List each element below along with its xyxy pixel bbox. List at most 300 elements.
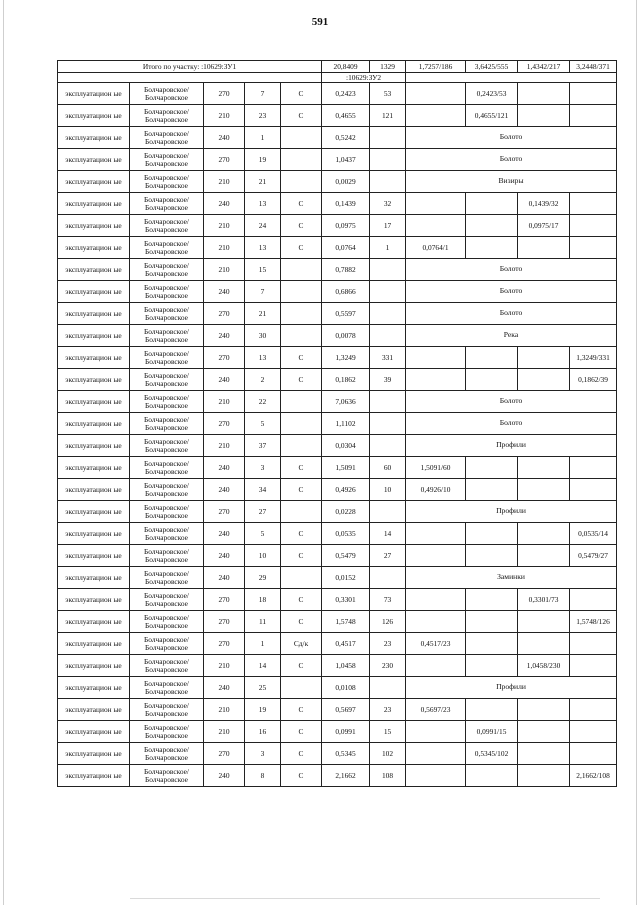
cell-purpose: эксплуатацион ые xyxy=(58,545,130,567)
cell-mark: С xyxy=(281,369,322,391)
cell-a: 210 xyxy=(204,391,245,413)
cell-owner: Болчаровское/ Болчаровское xyxy=(130,743,204,765)
cell-a: 240 xyxy=(204,281,245,303)
cell-owner: Болчаровское/ Болчаровское xyxy=(130,149,204,171)
cell-purpose: эксплуатацион ые xyxy=(58,325,130,347)
cell-mark: С xyxy=(281,765,322,787)
cell-owner: Болчаровское/ Болчаровское xyxy=(130,325,204,347)
table-row xyxy=(58,105,617,127)
cell-mark: Сд/к xyxy=(281,633,322,655)
cell-col-1 xyxy=(406,347,466,369)
cell-col-1: 0,4926/10 xyxy=(406,479,466,501)
summary-label: Итого по участку: :10629:ЗУ1 xyxy=(58,61,322,73)
cell-purpose: эксплуатацион ые xyxy=(58,523,130,545)
cell-col-3: 0,1439/32 xyxy=(518,193,570,215)
cell-area: 0,1439 xyxy=(322,193,370,215)
cell-area: 0,0108 xyxy=(322,677,370,699)
cell-col-1 xyxy=(406,523,466,545)
cell-col-4 xyxy=(570,633,617,655)
table-row xyxy=(58,523,617,545)
table-row xyxy=(58,457,617,479)
cell-score: 126 xyxy=(370,611,406,633)
cell-area: 7,0636 xyxy=(322,391,370,413)
cell-area: 0,5479 xyxy=(322,545,370,567)
cell-note: Профили xyxy=(406,677,617,699)
cell-score: 121 xyxy=(370,105,406,127)
cell-a: 270 xyxy=(204,303,245,325)
cell-a: 210 xyxy=(204,215,245,237)
cell-col-2 xyxy=(466,369,518,391)
cell-score: 23 xyxy=(370,699,406,721)
cell-col-3 xyxy=(518,479,570,501)
cell-a: 210 xyxy=(204,259,245,281)
cell-note: Болото xyxy=(406,413,617,435)
cell-score: 27 xyxy=(370,545,406,567)
table-row xyxy=(58,193,617,215)
table-row xyxy=(58,259,617,281)
cell-col-4 xyxy=(570,479,617,501)
cell-col-2: 0,4655/121 xyxy=(466,105,518,127)
cell-a: 270 xyxy=(204,589,245,611)
cell-purpose: эксплуатацион ые xyxy=(58,589,130,611)
cell-note: Река xyxy=(406,325,617,347)
scan-edge-left xyxy=(3,0,4,905)
cell-mark: С xyxy=(281,611,322,633)
cell-b: 10 xyxy=(245,545,281,567)
cell-col-1 xyxy=(406,369,466,391)
cell-b: 3 xyxy=(245,743,281,765)
cell-col-4: 1,5748/126 xyxy=(570,611,617,633)
cell-col-3 xyxy=(518,721,570,743)
cell-col-2 xyxy=(466,699,518,721)
cell-score: 14 xyxy=(370,523,406,545)
cell-area: 0,0535 xyxy=(322,523,370,545)
cell-col-3 xyxy=(518,105,570,127)
cell-area: 1,5091 xyxy=(322,457,370,479)
cell-purpose: эксплуатацион ые xyxy=(58,501,130,523)
cell-col-2 xyxy=(466,611,518,633)
cell-b: 11 xyxy=(245,611,281,633)
cell-mark: С xyxy=(281,655,322,677)
cell-a: 240 xyxy=(204,127,245,149)
cell-purpose: эксплуатацион ые xyxy=(58,127,130,149)
cell-a: 210 xyxy=(204,721,245,743)
cell-col-2: 0,5345/102 xyxy=(466,743,518,765)
cell-a: 210 xyxy=(204,237,245,259)
cell-owner: Болчаровское/ Болчаровское xyxy=(130,237,204,259)
cell-score: 23 xyxy=(370,633,406,655)
cell-purpose: эксплуатацион ые xyxy=(58,435,130,457)
cell-purpose: эксплуатацион ые xyxy=(58,567,130,589)
cell-mark xyxy=(281,171,322,193)
cell-purpose: эксплуатацион ые xyxy=(58,83,130,105)
cell-owner: Болчаровское/ Болчаровское xyxy=(130,589,204,611)
cell-a: 240 xyxy=(204,457,245,479)
cell-mark xyxy=(281,413,322,435)
table-row xyxy=(58,743,617,765)
cell-col-4: 0,1862/39 xyxy=(570,369,617,391)
page-number: 591 xyxy=(311,16,329,28)
table-row xyxy=(58,765,617,787)
cell-owner: Болчаровское/ Болчаровское xyxy=(130,479,204,501)
cell-col-2 xyxy=(466,347,518,369)
scan-edge-right xyxy=(636,0,637,905)
cell-purpose: эксплуатацион ые xyxy=(58,633,130,655)
cell-col-3 xyxy=(518,369,570,391)
table-row xyxy=(58,237,617,259)
section-code: :10629:ЗУ2 xyxy=(322,73,406,83)
cell-a: 240 xyxy=(204,545,245,567)
cell-purpose: эксплуатацион ые xyxy=(58,215,130,237)
cell-area: 0,0078 xyxy=(322,325,370,347)
cell-a: 270 xyxy=(204,149,245,171)
cell-col-2 xyxy=(466,633,518,655)
cell-owner: Болчаровское/ Болчаровское xyxy=(130,127,204,149)
table-row xyxy=(58,325,617,347)
cell-col-1 xyxy=(406,721,466,743)
cell-col-3 xyxy=(518,545,570,567)
cell-score xyxy=(370,391,406,413)
cell-col-1: 0,5697/23 xyxy=(406,699,466,721)
cell-b: 7 xyxy=(245,281,281,303)
cell-area: 1,5748 xyxy=(322,611,370,633)
cell-a: 270 xyxy=(204,413,245,435)
cell-owner: Болчаровское/ Болчаровское xyxy=(130,545,204,567)
cell-a: 210 xyxy=(204,171,245,193)
cell-owner: Болчаровское/ Болчаровское xyxy=(130,215,204,237)
cell-a: 240 xyxy=(204,479,245,501)
cell-score: 53 xyxy=(370,83,406,105)
cell-owner: Болчаровское/ Болчаровское xyxy=(130,435,204,457)
cell-col-1 xyxy=(406,105,466,127)
cell-mark: С xyxy=(281,83,322,105)
table-row xyxy=(58,655,617,677)
cell-area: 0,5345 xyxy=(322,743,370,765)
cell-area: 0,0764 xyxy=(322,237,370,259)
cell-purpose: эксплуатацион ые xyxy=(58,677,130,699)
cell-b: 8 xyxy=(245,765,281,787)
cell-col-1 xyxy=(406,545,466,567)
cell-col-4: 0,0535/14 xyxy=(570,523,617,545)
cell-a: 270 xyxy=(204,83,245,105)
cell-col-3 xyxy=(518,523,570,545)
table-row xyxy=(58,435,617,457)
cell-col-1: 0,4517/23 xyxy=(406,633,466,655)
summary-col-3: 1,4342/217 xyxy=(518,61,570,73)
cell-a: 240 xyxy=(204,765,245,787)
cell-area: 0,4517 xyxy=(322,633,370,655)
table-row xyxy=(58,281,617,303)
cell-col-4 xyxy=(570,105,617,127)
cell-score: 108 xyxy=(370,765,406,787)
summary-col-1: 1,7257/186 xyxy=(406,61,466,73)
cell-purpose: эксплуатацион ые xyxy=(58,699,130,721)
cell-score xyxy=(370,259,406,281)
cell-score xyxy=(370,127,406,149)
cell-b: 1 xyxy=(245,127,281,149)
cell-purpose: эксплуатацион ые xyxy=(58,391,130,413)
cell-col-4 xyxy=(570,743,617,765)
cell-area: 0,0228 xyxy=(322,501,370,523)
cell-purpose: эксплуатацион ые xyxy=(58,413,130,435)
cell-mark: С xyxy=(281,479,322,501)
cell-mark: С xyxy=(281,721,322,743)
cell-a: 210 xyxy=(204,699,245,721)
summary-area: 20,8409 xyxy=(322,61,370,73)
cell-area: 0,0304 xyxy=(322,435,370,457)
cell-col-3 xyxy=(518,457,570,479)
cell-mark: С xyxy=(281,523,322,545)
cell-purpose: эксплуатацион ые xyxy=(58,149,130,171)
cell-note: Болото xyxy=(406,391,617,413)
cell-owner: Болчаровское/ Болчаровское xyxy=(130,721,204,743)
cell-col-3 xyxy=(518,699,570,721)
cell-b: 13 xyxy=(245,347,281,369)
cell-purpose: эксплуатацион ые xyxy=(58,655,130,677)
cell-col-3: 0,0975/17 xyxy=(518,215,570,237)
cell-note: Болото xyxy=(406,303,617,325)
cell-mark: С xyxy=(281,105,322,127)
cell-col-3 xyxy=(518,83,570,105)
cell-mark xyxy=(281,567,322,589)
cell-col-2 xyxy=(466,479,518,501)
cell-mark xyxy=(281,281,322,303)
cell-mark xyxy=(281,435,322,457)
cell-col-4: 2,1662/108 xyxy=(570,765,617,787)
cell-purpose: эксплуатацион ые xyxy=(58,347,130,369)
cell-area: 0,3301 xyxy=(322,589,370,611)
cell-col-2 xyxy=(466,457,518,479)
cell-col-4 xyxy=(570,215,617,237)
cell-b: 1 xyxy=(245,633,281,655)
cell-a: 240 xyxy=(204,677,245,699)
cell-col-4 xyxy=(570,655,617,677)
cell-note: Болото xyxy=(406,149,617,171)
cell-note: Профили xyxy=(406,435,617,457)
cell-note: Болото xyxy=(406,127,617,149)
table-row xyxy=(58,721,617,743)
scan-bottom-artifact xyxy=(130,898,600,899)
table-row xyxy=(58,589,617,611)
cell-mark: С xyxy=(281,545,322,567)
cell-area: 0,4655 xyxy=(322,105,370,127)
cell-score: 10 xyxy=(370,479,406,501)
cell-col-1 xyxy=(406,589,466,611)
cell-score xyxy=(370,501,406,523)
cell-note: Болото xyxy=(406,259,617,281)
cell-b: 5 xyxy=(245,413,281,435)
cell-purpose: эксплуатацион ые xyxy=(58,369,130,391)
cell-score: 230 xyxy=(370,655,406,677)
cell-score: 73 xyxy=(370,589,406,611)
table-row xyxy=(58,83,617,105)
cell-mark: С xyxy=(281,347,322,369)
cell-purpose: эксплуатацион ые xyxy=(58,193,130,215)
cell-mark: С xyxy=(281,215,322,237)
cell-mark xyxy=(281,259,322,281)
cell-b: 3 xyxy=(245,457,281,479)
cell-area: 0,0152 xyxy=(322,567,370,589)
cell-score: 39 xyxy=(370,369,406,391)
cell-note: Визиры xyxy=(406,171,617,193)
cell-col-3 xyxy=(518,633,570,655)
cell-a: 210 xyxy=(204,435,245,457)
cell-purpose: эксплуатацион ые xyxy=(58,281,130,303)
cell-a: 270 xyxy=(204,611,245,633)
cell-mark xyxy=(281,303,322,325)
cell-b: 21 xyxy=(245,171,281,193)
cell-area: 0,4926 xyxy=(322,479,370,501)
cell-purpose: эксплуатацион ые xyxy=(58,743,130,765)
cell-b: 27 xyxy=(245,501,281,523)
cell-purpose: эксплуатацион ые xyxy=(58,479,130,501)
cell-col-3: 0,3301/73 xyxy=(518,589,570,611)
cell-col-2 xyxy=(466,215,518,237)
cell-owner: Болчаровское/ Болчаровское xyxy=(130,171,204,193)
cell-b: 21 xyxy=(245,303,281,325)
cell-col-1 xyxy=(406,215,466,237)
summary-row xyxy=(58,61,617,73)
table-row xyxy=(58,215,617,237)
cell-col-2: 0,2423/53 xyxy=(466,83,518,105)
cell-owner: Болчаровское/ Болчаровское xyxy=(130,259,204,281)
cell-score: 331 xyxy=(370,347,406,369)
cell-area: 0,5242 xyxy=(322,127,370,149)
cell-area: 0,0991 xyxy=(322,721,370,743)
cell-b: 18 xyxy=(245,589,281,611)
cell-score: 102 xyxy=(370,743,406,765)
table-row xyxy=(58,633,617,655)
section-spacer-right xyxy=(406,73,617,83)
cell-purpose: эксплуатацион ые xyxy=(58,259,130,281)
cell-col-1: 1,5091/60 xyxy=(406,457,466,479)
cell-col-3 xyxy=(518,611,570,633)
cell-score xyxy=(370,171,406,193)
cell-a: 270 xyxy=(204,347,245,369)
cell-score: 1 xyxy=(370,237,406,259)
cell-a: 240 xyxy=(204,523,245,545)
cell-owner: Болчаровское/ Болчаровское xyxy=(130,105,204,127)
table-row xyxy=(58,611,617,633)
summary-score: 1329 xyxy=(370,61,406,73)
cell-owner: Болчаровское/ Болчаровское xyxy=(130,457,204,479)
cell-owner: Болчаровское/ Болчаровское xyxy=(130,655,204,677)
cell-b: 13 xyxy=(245,193,281,215)
cell-area: 2,1662 xyxy=(322,765,370,787)
cell-owner: Болчаровское/ Болчаровское xyxy=(130,501,204,523)
cell-b: 30 xyxy=(245,325,281,347)
cell-b: 19 xyxy=(245,149,281,171)
cell-note: Профили xyxy=(406,501,617,523)
cell-col-2: 0,0991/15 xyxy=(466,721,518,743)
cell-col-1 xyxy=(406,611,466,633)
cell-owner: Болчаровское/ Болчаровское xyxy=(130,633,204,655)
cell-b: 25 xyxy=(245,677,281,699)
cell-b: 19 xyxy=(245,699,281,721)
cell-col-1 xyxy=(406,655,466,677)
cell-col-2 xyxy=(466,523,518,545)
cell-area: 0,2423 xyxy=(322,83,370,105)
cell-score: 17 xyxy=(370,215,406,237)
cell-area: 1,1102 xyxy=(322,413,370,435)
cell-a: 240 xyxy=(204,369,245,391)
cell-area: 1,0437 xyxy=(322,149,370,171)
cell-mark xyxy=(281,149,322,171)
cell-col-3: 1,0458/230 xyxy=(518,655,570,677)
land-parcel-table xyxy=(57,60,617,787)
cell-mark: С xyxy=(281,193,322,215)
cell-b: 22 xyxy=(245,391,281,413)
cell-score xyxy=(370,303,406,325)
cell-a: 210 xyxy=(204,105,245,127)
cell-area: 0,5597 xyxy=(322,303,370,325)
cell-owner: Болчаровское/ Болчаровское xyxy=(130,413,204,435)
cell-a: 270 xyxy=(204,501,245,523)
cell-mark: С xyxy=(281,237,322,259)
cell-score: 60 xyxy=(370,457,406,479)
cell-purpose: эксплуатацион ые xyxy=(58,105,130,127)
section-spacer xyxy=(58,73,322,83)
table-row xyxy=(58,567,617,589)
table-row xyxy=(58,347,617,369)
cell-b: 13 xyxy=(245,237,281,259)
cell-score xyxy=(370,413,406,435)
cell-owner: Болчаровское/ Болчаровское xyxy=(130,523,204,545)
summary-col-2: 3,6425/555 xyxy=(466,61,518,73)
cell-owner: Болчаровское/ Болчаровское xyxy=(130,281,204,303)
cell-score xyxy=(370,677,406,699)
cell-col-4 xyxy=(570,237,617,259)
cell-col-2 xyxy=(466,589,518,611)
cell-mark xyxy=(281,127,322,149)
cell-col-2 xyxy=(466,193,518,215)
cell-area: 0,5697 xyxy=(322,699,370,721)
cell-owner: Болчаровское/ Болчаровское xyxy=(130,303,204,325)
cell-col-2 xyxy=(466,237,518,259)
cell-score xyxy=(370,149,406,171)
table-row xyxy=(58,149,617,171)
cell-b: 15 xyxy=(245,259,281,281)
cell-note: Болото xyxy=(406,281,617,303)
cell-col-4 xyxy=(570,721,617,743)
cell-area: 0,7882 xyxy=(322,259,370,281)
cell-col-2 xyxy=(466,655,518,677)
cell-col-3 xyxy=(518,347,570,369)
table-row xyxy=(58,127,617,149)
summary-col-4: 3,2448/371 xyxy=(570,61,617,73)
cell-mark xyxy=(281,501,322,523)
cell-b: 14 xyxy=(245,655,281,677)
cell-owner: Болчаровское/ Болчаровское xyxy=(130,611,204,633)
cell-b: 16 xyxy=(245,721,281,743)
cell-col-4 xyxy=(570,83,617,105)
table-row xyxy=(58,479,617,501)
cell-purpose: эксплуатацион ые xyxy=(58,303,130,325)
cell-col-4: 1,3249/331 xyxy=(570,347,617,369)
table-row xyxy=(58,413,617,435)
cell-owner: Болчаровское/ Болчаровское xyxy=(130,347,204,369)
cell-col-2 xyxy=(466,545,518,567)
cell-owner: Болчаровское/ Болчаровское xyxy=(130,677,204,699)
cell-owner: Болчаровское/ Болчаровское xyxy=(130,567,204,589)
cell-score: 15 xyxy=(370,721,406,743)
table-row xyxy=(58,677,617,699)
cell-col-3 xyxy=(518,765,570,787)
cell-score xyxy=(370,281,406,303)
cell-b: 5 xyxy=(245,523,281,545)
cell-b: 24 xyxy=(245,215,281,237)
cell-b: 29 xyxy=(245,567,281,589)
